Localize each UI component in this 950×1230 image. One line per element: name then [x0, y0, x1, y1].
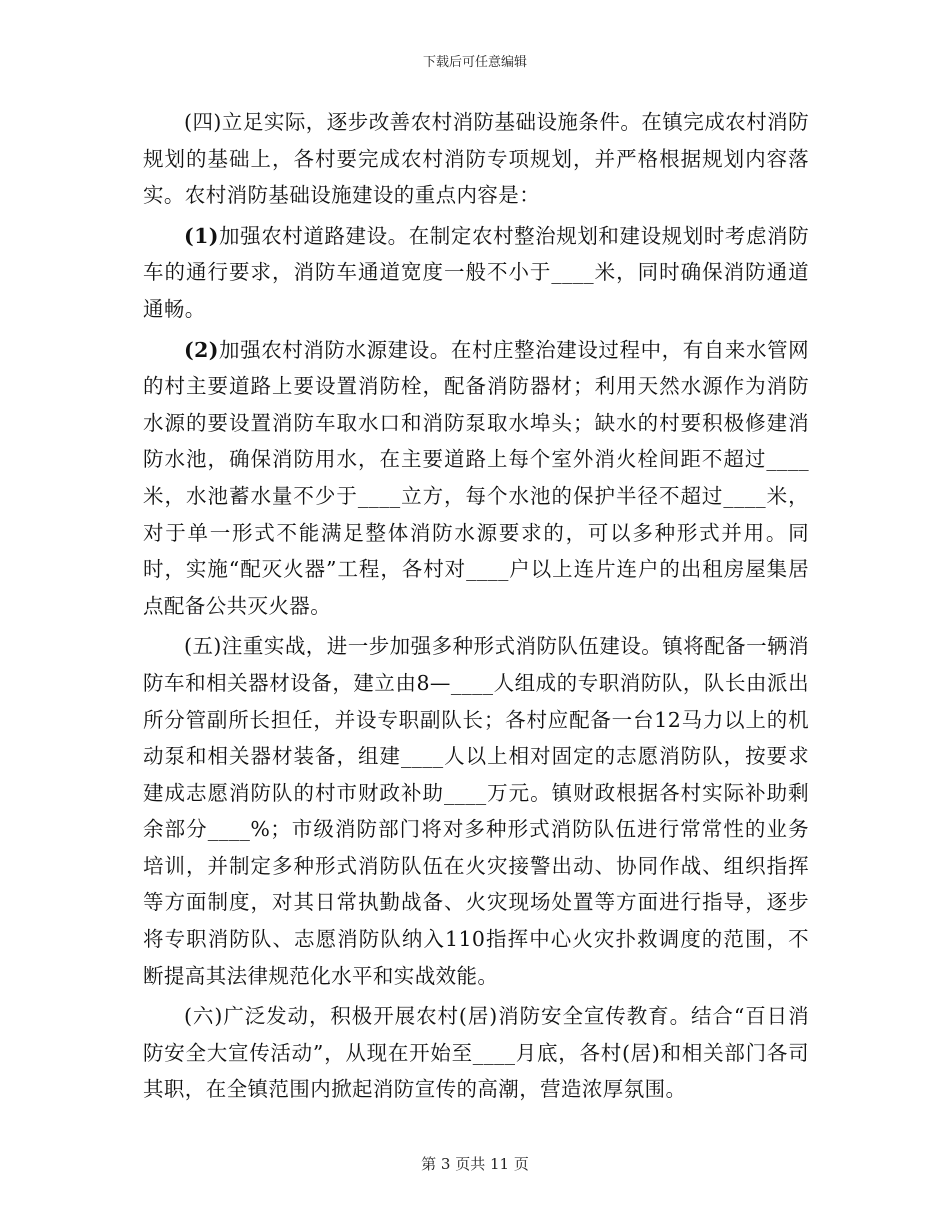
paragraph-item-1: [143, 218, 809, 328]
paragraph-text: (五)注重实战，进一步加强多种形式消防队伍建设。镇将配备一辆消防车和相关器材设备，建立由8—____人组成的专职消防队，队长由派出所分管副所长担任，并设专职副队长；各村应配备一台12马力以上的机动泵和相关器材装备，组建____人以上相对固定的志愿消防队，按要求建成志愿消防队的村市财政补助____万元。镇财政根据各村实际补助剩余部分____%；市级消防部门将对多种形式消防队伍进行常常性的业务培训，并制定多种形式消防队伍在火灾接警出动、协同作战、组织指挥等方面制度，对其日常执勤战备、火灾现场处置等方面进行指导，逐步将专职消防队、志愿消防队纳入110指挥中心火灾扑救调度的范围，不断提高其法律规范化水平和实战效能。: [143, 634, 809, 988]
paragraph-item-2: [143, 332, 809, 625]
paragraph-section-4: [143, 104, 809, 214]
item-number: (2): [184, 337, 219, 362]
paragraph-text: 加强农村消防水源建设。在村庄整治建设过程中，有自来水管网的村主要道路上要设置消防栓，配备消防器材；利用天然水源作为消防水源的要设置消防车取水口和消防泵取水埠头；缺水的村要积极修建消防水池，确保消防用水，在主要道路上每个室外消火栓间距不超过____米，水池蓄水量不少于____立方，每个水池的保护半径不超过____米，对于单一形式不能满足整体消防水源要求的，可以多种形式并用。同时，实施“配灭火器”工程，各村对____户以上连片连户的出租房屋集居点配备公共灭火器。: [143, 337, 809, 618]
paragraph-text: 加强农村道路建设。在制定农村整治规划和建设规划时考虑消防车的通行要求，消防车通道宽度一般不小于____米，同时确保消防通道通畅。: [143, 223, 809, 321]
document-body: [143, 104, 809, 1112]
page-footer: 第 3 页共 11 页: [421, 1155, 529, 1173]
paragraph-section-5: [143, 628, 809, 994]
page-header: 下载后可任意编辑: [422, 55, 527, 70]
item-number: (1): [184, 223, 219, 248]
paragraph-text: (四)立足实际，逐步改善农村消防基础设施条件。在镇完成农村消防规划的基础上，各村要完成农村消防专项规划，并严格根据规划内容落实。农村消防基础设施建设的重点内容是：: [143, 110, 809, 208]
paragraph-section-6: [143, 998, 809, 1108]
paragraph-text: (六)广泛发动，积极开展农村(居)消防安全宣传教育。结合“百日消防安全大宣传活动”，从现在开始至____月底，各村(居)和相关部门各司其职，在全镇范围内掀起消防宣传的高潮，营造浓厚氛围。: [143, 1004, 809, 1102]
